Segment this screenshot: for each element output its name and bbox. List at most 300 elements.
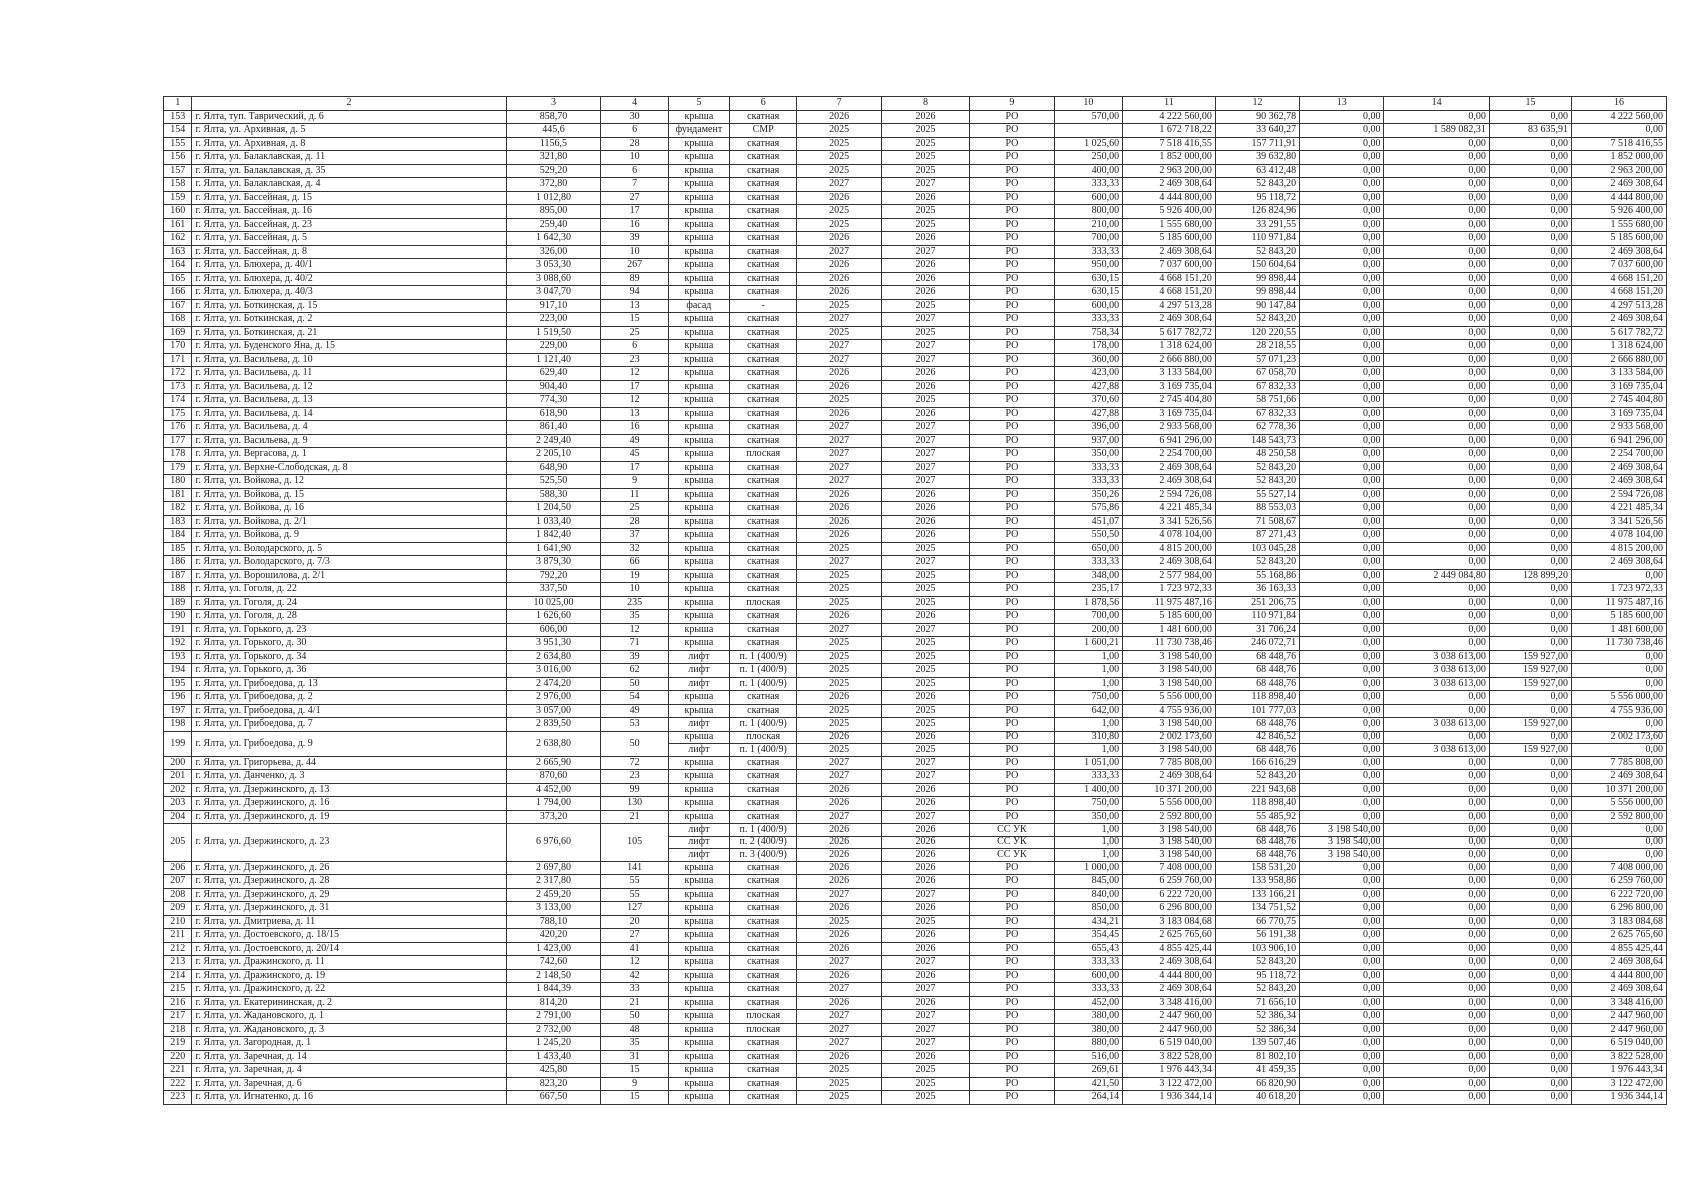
year-end-cell: 2025: [881, 569, 970, 583]
column-16-cell: 4 222 560,00: [1572, 110, 1667, 124]
year-start-cell: 2025: [797, 137, 881, 151]
funding-source-cell: РО: [970, 434, 1054, 448]
residents-cell: 55: [601, 888, 668, 902]
year-end-cell: 2026: [881, 731, 970, 744]
column-16-cell: 0,00: [1572, 664, 1667, 678]
column-15-cell: 0,00: [1489, 610, 1571, 624]
column-13-cell: 0,00: [1300, 1037, 1384, 1051]
year-end-cell: 2026: [881, 849, 970, 862]
column-14-cell: 2 449 084,80: [1384, 569, 1489, 583]
residents-cell: 28: [601, 137, 668, 151]
year-start-cell: 2027: [797, 1023, 881, 1037]
funding-source-cell: РО: [970, 137, 1054, 151]
column-13-cell: 0,00: [1300, 875, 1384, 889]
address-cell: г. Ялта, ул. Войкова, д. 12: [192, 475, 506, 489]
work-type-cell: скатная: [729, 407, 796, 421]
row-number-cell: 154: [164, 124, 192, 138]
column-15-cell: 0,00: [1489, 178, 1571, 192]
year-start-cell: 2026: [797, 610, 881, 624]
column-14-cell: 0,00: [1384, 929, 1489, 943]
residents-cell: 42: [601, 969, 668, 983]
table-row: [164, 783, 1667, 797]
row-number-cell: 195: [164, 677, 192, 691]
residents-cell: 10: [601, 151, 668, 165]
column-16-cell: 1 723 972,33: [1572, 583, 1667, 597]
volume-cell: 333,33: [1054, 461, 1123, 475]
year-start-cell: 2025: [797, 704, 881, 718]
volume-cell: 1,00: [1054, 744, 1123, 757]
work-type-cell: скатная: [729, 902, 796, 916]
column-14-cell: 1 589 082,31: [1384, 124, 1489, 138]
work-element-cell: крыша: [668, 1037, 729, 1051]
column-12-cell: 150 604,64: [1215, 259, 1299, 273]
row-number-cell: 200: [164, 756, 192, 770]
work-element-cell: крыша: [668, 394, 729, 408]
work-type-cell: п. 1 (400/9): [729, 824, 796, 837]
address-cell: г. Ялта, ул. Архивная, д. 5: [192, 124, 506, 138]
column-12-cell: 52 843,20: [1215, 461, 1299, 475]
volume-cell: 840,00: [1054, 888, 1123, 902]
funding-source-cell: РО: [970, 178, 1054, 192]
residents-cell: 66: [601, 556, 668, 570]
funding-source-cell: РО: [970, 542, 1054, 556]
volume-cell: 333,33: [1054, 983, 1123, 997]
volume-cell: 1 051,00: [1054, 756, 1123, 770]
total-cost-cell: 4 221 485,34: [1123, 502, 1216, 516]
volume-cell: 650,00: [1054, 542, 1123, 556]
column-14-cell: 0,00: [1384, 969, 1489, 983]
column-13-cell: 0,00: [1300, 326, 1384, 340]
address-cell: г. Ялта, ул. Грибоедова, д. 7: [192, 718, 506, 732]
year-start-cell: 2025: [797, 677, 881, 691]
column-15-cell: 0,00: [1489, 596, 1571, 610]
column-16-cell: 4 668 151,20: [1572, 286, 1667, 300]
column-15-cell: 0,00: [1489, 434, 1571, 448]
residents-cell: 7: [601, 178, 668, 192]
column-15-cell: 0,00: [1489, 475, 1571, 489]
residents-cell: 33: [601, 983, 668, 997]
residents-cell: 25: [601, 326, 668, 340]
column-14-cell: 0,00: [1384, 272, 1489, 286]
row-number-cell: 210: [164, 915, 192, 929]
column-15-cell: 0,00: [1489, 164, 1571, 178]
area-cell: 2 634,80: [506, 650, 601, 664]
column-number-4: 4: [601, 97, 668, 111]
residents-cell: 71: [601, 637, 668, 651]
work-type-cell: скатная: [729, 583, 796, 597]
year-end-cell: 2025: [881, 394, 970, 408]
column-number-5: 5: [668, 97, 729, 111]
total-cost-cell: 4 078 104,00: [1123, 529, 1216, 543]
column-16-cell: 2 625 765,60: [1572, 929, 1667, 943]
work-element-cell: крыша: [668, 861, 729, 875]
year-start-cell: 2026: [797, 942, 881, 956]
area-cell: 2 317,80: [506, 875, 601, 889]
repair-schedule-table: [163, 96, 1667, 1105]
column-12-cell: 62 778,36: [1215, 421, 1299, 435]
year-start-cell: 2025: [797, 326, 881, 340]
year-end-cell: 2026: [881, 191, 970, 205]
work-type-cell: скатная: [729, 178, 796, 192]
table-row: [164, 178, 1667, 192]
column-13-cell: 0,00: [1300, 556, 1384, 570]
column-13-cell: 0,00: [1300, 1010, 1384, 1024]
column-15-cell: 0,00: [1489, 1037, 1571, 1051]
row-number-cell: 171: [164, 353, 192, 367]
funding-source-cell: РО: [970, 313, 1054, 327]
column-14-cell: 0,00: [1384, 797, 1489, 811]
column-13-cell: 0,00: [1300, 259, 1384, 273]
work-element-cell: лифт: [668, 650, 729, 664]
column-15-cell: 0,00: [1489, 218, 1571, 232]
table-row: [164, 151, 1667, 165]
column-16-cell: 1 852 000,00: [1572, 151, 1667, 165]
year-end-cell: 2025: [881, 637, 970, 651]
column-13-cell: 0,00: [1300, 542, 1384, 556]
column-12-cell: 251 206,75: [1215, 596, 1299, 610]
column-15-cell: 0,00: [1489, 461, 1571, 475]
column-16-cell: 4 221 485,34: [1572, 502, 1667, 516]
funding-source-cell: СС УК: [970, 836, 1054, 849]
column-12-cell: 33 640,27: [1215, 124, 1299, 138]
address-cell: г. Ялта, ул. Дмитриева, д. 11: [192, 915, 506, 929]
total-cost-cell: 2 469 308,64: [1123, 475, 1216, 489]
column-12-cell: 68 448,76: [1215, 664, 1299, 678]
column-13-cell: 0,00: [1300, 888, 1384, 902]
funding-source-cell: РО: [970, 797, 1054, 811]
address-cell: г. Ялта, ул. Бассейная, д. 8: [192, 245, 506, 259]
volume-cell: 333,33: [1054, 313, 1123, 327]
residents-cell: 235: [601, 596, 668, 610]
volume-cell: 451,07: [1054, 515, 1123, 529]
area-cell: 3 133,00: [506, 902, 601, 916]
column-12-cell: 81 802,10: [1215, 1050, 1299, 1064]
address-cell: г. Ялта, ул. Блюхера, д. 40/2: [192, 272, 506, 286]
column-15-cell: 159 927,00: [1489, 664, 1571, 678]
column-15-cell: 0,00: [1489, 824, 1571, 837]
work-type-cell: скатная: [729, 942, 796, 956]
work-element-cell: крыша: [668, 956, 729, 970]
column-15-cell: 0,00: [1489, 502, 1571, 516]
year-start-cell: 2026: [797, 1050, 881, 1064]
table-row: [164, 810, 1667, 824]
year-end-cell: 2025: [881, 164, 970, 178]
column-16-cell: 4 444 800,00: [1572, 191, 1667, 205]
volume-cell: 516,00: [1054, 1050, 1123, 1064]
total-cost-cell: 1 672 718,22: [1123, 124, 1216, 138]
year-end-cell: 2025: [881, 299, 970, 313]
table-row: [164, 340, 1667, 354]
year-start-cell: 2025: [797, 124, 881, 138]
table-row: [164, 434, 1667, 448]
year-start-cell: 2026: [797, 783, 881, 797]
volume-cell: 1,00: [1054, 849, 1123, 862]
column-12-cell: 58 751,66: [1215, 394, 1299, 408]
volume-cell: 210,00: [1054, 218, 1123, 232]
volume-cell: 427,88: [1054, 380, 1123, 394]
column-13-cell: 0,00: [1300, 1064, 1384, 1078]
year-end-cell: 2026: [881, 488, 970, 502]
column-12-cell: 103 906,10: [1215, 942, 1299, 956]
column-14-cell: 0,00: [1384, 1091, 1489, 1105]
column-14-cell: 0,00: [1384, 178, 1489, 192]
area-cell: 1 519,50: [506, 326, 601, 340]
column-13-cell: 0,00: [1300, 164, 1384, 178]
column-16-cell: 10 371 200,00: [1572, 783, 1667, 797]
work-type-cell: скатная: [729, 556, 796, 570]
funding-source-cell: РО: [970, 969, 1054, 983]
column-13-cell: 0,00: [1300, 915, 1384, 929]
address-cell: г. Ялта, ул. Блюхера, д. 40/3: [192, 286, 506, 300]
area-cell: 588,30: [506, 488, 601, 502]
total-cost-cell: 3 198 540,00: [1123, 650, 1216, 664]
year-start-cell: 2026: [797, 232, 881, 246]
work-element-cell: крыша: [668, 529, 729, 543]
funding-source-cell: РО: [970, 664, 1054, 678]
table-row: [164, 272, 1667, 286]
total-cost-cell: 6 259 760,00: [1123, 875, 1216, 889]
residents-cell: 130: [601, 797, 668, 811]
address-cell: г. Ялта, ул. Гоголя, д. 22: [192, 583, 506, 597]
work-element-cell: крыша: [668, 556, 729, 570]
row-number-cell: 205: [164, 824, 192, 862]
year-end-cell: 2026: [881, 110, 970, 124]
column-14-cell: 0,00: [1384, 996, 1489, 1010]
residents-cell: 17: [601, 205, 668, 219]
column-12-cell: 139 507,46: [1215, 1037, 1299, 1051]
address-cell: г. Ялта, ул. Володарского, д. 5: [192, 542, 506, 556]
column-13-cell: 0,00: [1300, 367, 1384, 381]
work-element-cell: крыша: [668, 783, 729, 797]
funding-source-cell: РО: [970, 1077, 1054, 1091]
column-14-cell: 0,00: [1384, 407, 1489, 421]
year-end-cell: 2025: [881, 915, 970, 929]
work-type-cell: скатная: [729, 770, 796, 784]
column-13-cell: 0,00: [1300, 286, 1384, 300]
area-cell: 606,00: [506, 623, 601, 637]
volume-cell: 1,00: [1054, 836, 1123, 849]
volume-cell: 570,00: [1054, 110, 1123, 124]
year-end-cell: 2026: [881, 875, 970, 889]
residents-cell: 27: [601, 191, 668, 205]
area-cell: 10 025,00: [506, 596, 601, 610]
year-start-cell: 2027: [797, 340, 881, 354]
column-15-cell: 0,00: [1489, 996, 1571, 1010]
address-cell: г. Ялта, ул. Васильева, д. 10: [192, 353, 506, 367]
residents-cell: 39: [601, 232, 668, 246]
area-cell: 3 047,70: [506, 286, 601, 300]
column-12-cell: 40 618,20: [1215, 1091, 1299, 1105]
area-cell: 1 842,40: [506, 529, 601, 543]
column-12-cell: 101 777,03: [1215, 704, 1299, 718]
address-cell: г. Ялта, ул. Буденского Яна, д. 15: [192, 340, 506, 354]
residents-cell: 37: [601, 529, 668, 543]
table-row: [164, 394, 1667, 408]
work-type-cell: скатная: [729, 394, 796, 408]
work-type-cell: п. 1 (400/9): [729, 744, 796, 757]
total-cost-cell: 1 318 624,00: [1123, 340, 1216, 354]
year-end-cell: 2026: [881, 783, 970, 797]
volume-cell: 600,00: [1054, 299, 1123, 313]
row-number-cell: 197: [164, 704, 192, 718]
funding-source-cell: СС УК: [970, 849, 1054, 862]
work-element-cell: крыша: [668, 434, 729, 448]
column-12-cell: 55 527,14: [1215, 488, 1299, 502]
column-16-cell: 2 002 173,60: [1572, 731, 1667, 744]
area-cell: 917,10: [506, 299, 601, 313]
column-14-cell: 0,00: [1384, 637, 1489, 651]
row-number-cell: 218: [164, 1023, 192, 1037]
year-start-cell: 2025: [797, 1077, 881, 1091]
row-number-cell: 186: [164, 556, 192, 570]
work-type-cell: скатная: [729, 996, 796, 1010]
residents-cell: 10: [601, 245, 668, 259]
row-number-cell: 182: [164, 502, 192, 516]
column-15-cell: 0,00: [1489, 326, 1571, 340]
volume-cell: 333,33: [1054, 956, 1123, 970]
column-14-cell: 0,00: [1384, 232, 1489, 246]
column-13-cell: 0,00: [1300, 861, 1384, 875]
year-end-cell: 2026: [881, 942, 970, 956]
column-16-cell: 3 169 735,04: [1572, 380, 1667, 394]
address-cell: г. Ялта, ул. Войкова, д. 16: [192, 502, 506, 516]
column-16-cell: 2 469 308,64: [1572, 475, 1667, 489]
residents-cell: 105: [601, 824, 668, 862]
total-cost-cell: 4 815 200,00: [1123, 542, 1216, 556]
column-13-cell: 0,00: [1300, 744, 1384, 757]
funding-source-cell: РО: [970, 461, 1054, 475]
work-type-cell: плоская: [729, 596, 796, 610]
year-start-cell: 2027: [797, 313, 881, 327]
work-type-cell: скатная: [729, 956, 796, 970]
year-start-cell: 2025: [797, 664, 881, 678]
row-number-cell: 163: [164, 245, 192, 259]
area-cell: 1 121,40: [506, 353, 601, 367]
column-15-cell: 0,00: [1489, 340, 1571, 354]
column-12-cell: 68 448,76: [1215, 824, 1299, 837]
year-start-cell: 2027: [797, 623, 881, 637]
work-element-cell: крыша: [668, 770, 729, 784]
volume-cell: 1 400,00: [1054, 783, 1123, 797]
volume-cell: 423,00: [1054, 367, 1123, 381]
funding-source-cell: РО: [970, 1010, 1054, 1024]
funding-source-cell: РО: [970, 205, 1054, 219]
year-end-cell: 2026: [881, 380, 970, 394]
total-cost-cell: 3 198 540,00: [1123, 718, 1216, 732]
column-15-cell: 0,00: [1489, 637, 1571, 651]
residents-cell: 12: [601, 623, 668, 637]
address-cell: г. Ялта, ул. Войкова, д. 15: [192, 488, 506, 502]
column-13-cell: 0,00: [1300, 299, 1384, 313]
address-cell: г. Ялта, ул. Дражинского, д. 19: [192, 969, 506, 983]
area-cell: 2 638,80: [506, 731, 601, 756]
area-cell: 321,80: [506, 151, 601, 165]
funding-source-cell: РО: [970, 299, 1054, 313]
table-row: [164, 299, 1667, 313]
column-15-cell: 0,00: [1489, 1023, 1571, 1037]
column-16-cell: 5 185 600,00: [1572, 610, 1667, 624]
address-cell: г. Ялта, ул. Гоголя, д. 28: [192, 610, 506, 624]
column-16-cell: 2 447 960,00: [1572, 1023, 1667, 1037]
year-end-cell: 2025: [881, 677, 970, 691]
year-end-cell: 2025: [881, 205, 970, 219]
year-end-cell: 2026: [881, 969, 970, 983]
work-element-cell: крыша: [668, 164, 729, 178]
volume-cell: 370,60: [1054, 394, 1123, 408]
area-cell: 3 088,60: [506, 272, 601, 286]
column-16-cell: 0,00: [1572, 718, 1667, 732]
column-15-cell: 159 927,00: [1489, 677, 1571, 691]
column-15-cell: 0,00: [1489, 259, 1571, 273]
column-15-cell: 0,00: [1489, 272, 1571, 286]
row-number-cell: 198: [164, 718, 192, 732]
column-16-cell: 1 318 624,00: [1572, 340, 1667, 354]
column-16-cell: 6 296 800,00: [1572, 902, 1667, 916]
volume-cell: 750,00: [1054, 691, 1123, 705]
total-cost-cell: 3 341 526,56: [1123, 515, 1216, 529]
column-16-cell: 2 447 960,00: [1572, 1010, 1667, 1024]
row-number-cell: 175: [164, 407, 192, 421]
column-16-cell: 7 785 808,00: [1572, 756, 1667, 770]
work-type-cell: скатная: [729, 110, 796, 124]
column-15-cell: 0,00: [1489, 1064, 1571, 1078]
column-16-cell: 3 169 735,04: [1572, 407, 1667, 421]
column-15-cell: 0,00: [1489, 448, 1571, 462]
table-row: [164, 610, 1667, 624]
residents-cell: 15: [601, 1091, 668, 1105]
year-start-cell: 2026: [797, 861, 881, 875]
total-cost-cell: 3 198 540,00: [1123, 824, 1216, 837]
row-number-cell: 170: [164, 340, 192, 354]
column-16-cell: 1 936 344,14: [1572, 1091, 1667, 1105]
work-type-cell: скатная: [729, 637, 796, 651]
table-row: [164, 596, 1667, 610]
column-12-cell: 67 832,33: [1215, 380, 1299, 394]
table-row: [164, 996, 1667, 1010]
column-12-cell: 42 846,52: [1215, 731, 1299, 744]
column-15-cell: 0,00: [1489, 929, 1571, 943]
column-16-cell: 5 926 400,00: [1572, 205, 1667, 219]
area-cell: 3 016,00: [506, 664, 601, 678]
table-row: [164, 313, 1667, 327]
year-start-cell: 2025: [797, 299, 881, 313]
residents-cell: 30: [601, 110, 668, 124]
funding-source-cell: РО: [970, 610, 1054, 624]
address-cell: г. Ялта, ул. Горького, д. 36: [192, 664, 506, 678]
column-15-cell: 128 899,20: [1489, 569, 1571, 583]
area-cell: 2 459,20: [506, 888, 601, 902]
table-row: [164, 407, 1667, 421]
row-number-cell: 166: [164, 286, 192, 300]
column-12-cell: 71 508,67: [1215, 515, 1299, 529]
year-start-cell: 2025: [797, 915, 881, 929]
work-type-cell: скатная: [729, 205, 796, 219]
column-15-cell: 0,00: [1489, 836, 1571, 849]
funding-source-cell: РО: [970, 929, 1054, 943]
address-cell: г. Ялта, ул. Достоевского, д. 18/15: [192, 929, 506, 943]
address-cell: г. Ялта, ул. Дражинского, д. 22: [192, 983, 506, 997]
work-element-cell: крыша: [668, 569, 729, 583]
column-16-cell: 6 519 040,00: [1572, 1037, 1667, 1051]
column-12-cell: 55 485,92: [1215, 810, 1299, 824]
column-16-cell: 2 469 308,64: [1572, 556, 1667, 570]
volume-cell: 1 600,21: [1054, 637, 1123, 651]
work-type-cell: плоская: [729, 1023, 796, 1037]
area-cell: 2 249,40: [506, 434, 601, 448]
year-end-cell: 2025: [881, 1064, 970, 1078]
table-row: [164, 664, 1667, 678]
column-14-cell: 0,00: [1384, 286, 1489, 300]
